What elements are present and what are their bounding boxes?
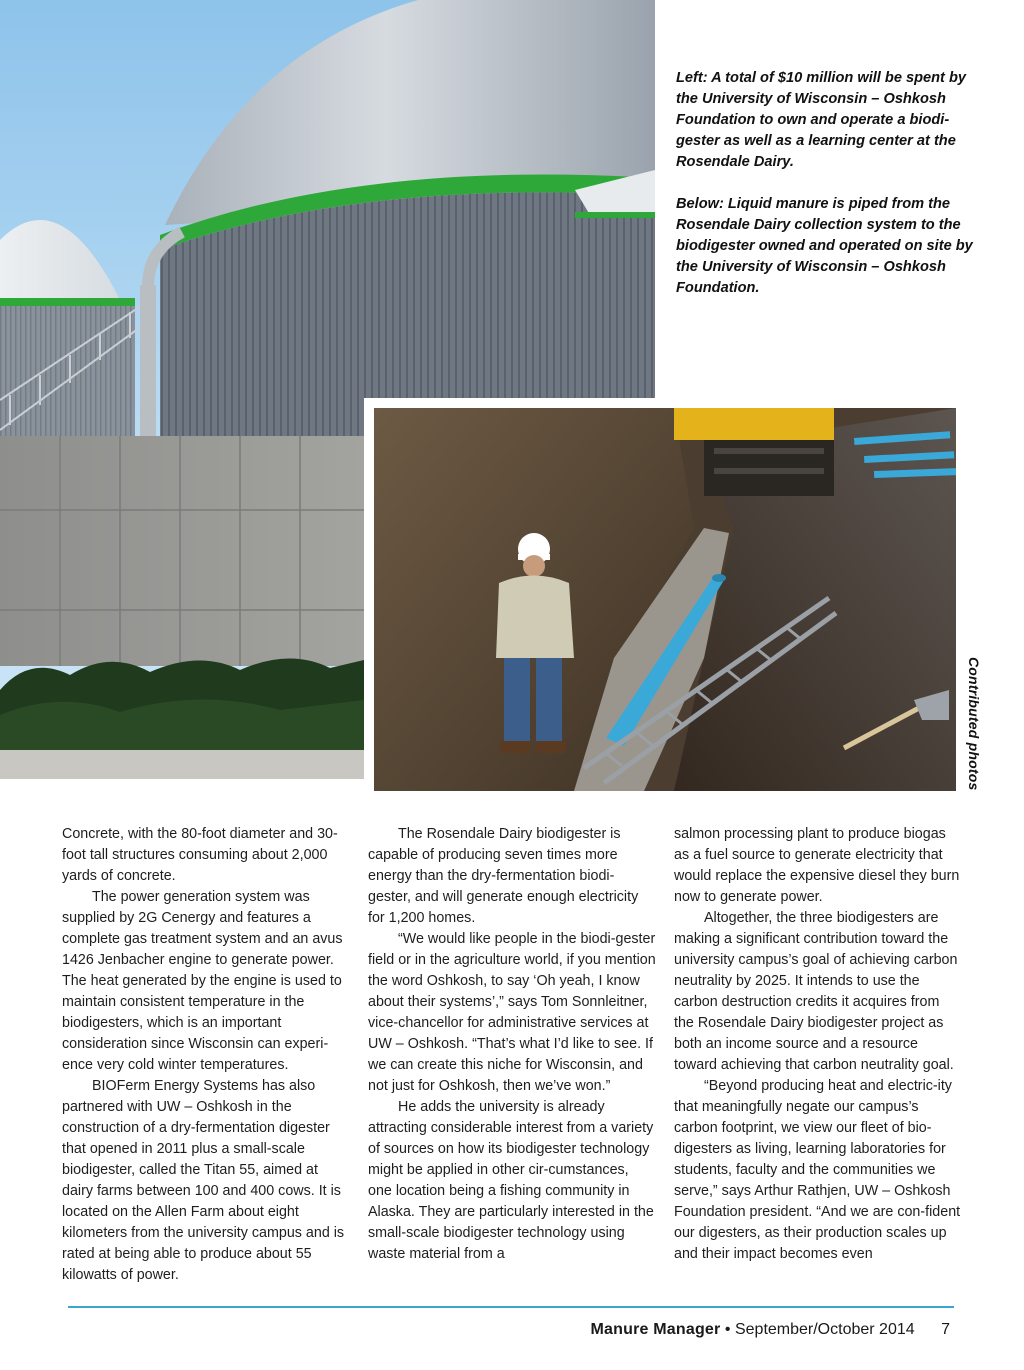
caption-left: Left: A total of $10 million will be spent by the University of Wisconsin – Oshkosh Foundation to own and operate a biodi-gester as well as a learning center at the Rosendale Dairy. (676, 70, 967, 170)
photo-captions (676, 68, 976, 320)
photo-credit: Contributed photos (966, 657, 982, 791)
caption-below: Below: Liquid manure is piped from the Rosendale Dairy collection system to the biodigester owned and operated on site by the University of Wisconsin – Oshkosh Foundation. (676, 196, 973, 296)
footer-rule (68, 1306, 954, 1308)
article-column-2 (368, 824, 656, 1265)
trench-photo (364, 398, 961, 795)
paragraph: The Rosendale Dairy biodigester is capable of producing seven times more energy than the dry-fermentation biodi-gester, and will generate enough electricity for 1,200 homes. (368, 826, 639, 926)
paragraph: BIOFerm Energy Systems has also partnered with UW – Oshkosh in the construction of a dry-fermentation digester that opened in 2011 plus a small-scale biodigester, called the Titan 55, aimed at dairy farms between 100 and 400 cows. It is located on the Allen Farm about eight kilometers from the university campus and is rated at being able to produce about 55 kilowatts of power. (62, 1078, 345, 1283)
paragraph: “Beyond producing heat and electric-ity that meaningfully negate our campus’s carbon footprint, we view our fleet of bio-digesters as living, learning laboratories for students, faculty and the communities we serve,” says Arthur Rathjen, UW – Oshkosh Foundation president. “And we are con-fident our digesters, as their production scales up and their impact becomes even (674, 1078, 961, 1262)
magazine-name: Manure Manager (590, 1321, 721, 1338)
issue-date: September/October 2014 (734, 1321, 915, 1338)
trench-illustration (374, 408, 956, 791)
paragraph: The power generation system was supplied by 2G Cenergy and features a complete gas treatment system and an avus 1426 Jenbacher engine to generate power. The heat generated by the engine is used to maintain consistent temperature in the biodigesters, which is an important consideration since Wisconsin can experi-ence very cold winter temperatures. (62, 889, 343, 1073)
paragraph: Altogether, the three biodigesters are making a significant contribution toward the university campus’s goal of achieving carbon neutrality by 2025. It intends to use the carbon destruction credits it acquires from the Rosendale Dairy biodigester project as both an income source and a resource toward achieving that carbon neutrality goal. (674, 910, 958, 1073)
article-column-3 (674, 824, 962, 1265)
paragraph: Concrete, with the 80-foot diameter and 30-foot tall structures consuming about 2,000 yards of concrete. (62, 826, 338, 884)
page-number: 7 (941, 1321, 950, 1338)
paragraph: “We would like people in the biodi-gester field or in the agriculture world, if you mention the word Oshkosh, to say ‘Oh yeah, I know about their systems’,” says Tom Sonnleitner, vice-chancellor for administrative services at UW – Oshkosh. “That’s what I’d like to see. If we can create this niche for Wisconsin, and not just for Oshkosh, then we’ve won.” (368, 931, 656, 1094)
paragraph: salmon processing plant to produce biogas as a fuel source to generate electricity that would replace the expensive diesel they burn now to generate power. (674, 826, 960, 905)
article-column-1 (62, 824, 350, 1286)
page-footer (591, 1321, 951, 1339)
paragraph: He adds the university is already attracting considerable interest from a variety of sources on how its biodigester technology might be applied in other cir-cumstances, one location being a fishing community in Alaska. They are particularly interested in the small-scale biodigester technology using waste material from a (368, 1099, 654, 1262)
footer-separator: • (724, 1321, 731, 1338)
